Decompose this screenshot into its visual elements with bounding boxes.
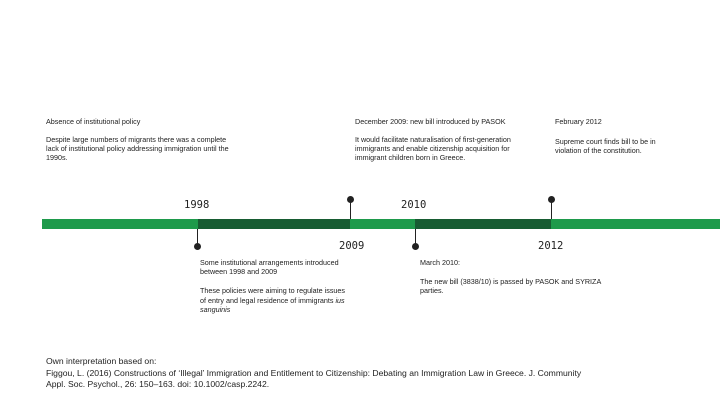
event-feb-2012 (555, 117, 680, 155)
event-dec-2009 (355, 117, 540, 163)
citation (46, 356, 581, 391)
marker-dot-dec-2009 (347, 196, 354, 203)
marker-dot-feb-2012 (548, 196, 555, 203)
event-text: It would facilitate naturalisation of first-generation immigrants and enable citizenship acquisition for immigrant children born in Greece. (355, 135, 511, 163)
year-2012: 2012 (538, 240, 564, 252)
event-mar-2010 (420, 258, 605, 295)
timeline-bar (42, 219, 720, 229)
year-1998: 1998 (184, 199, 210, 211)
year-2009: 2009 (339, 240, 365, 252)
event-text: Despite large numbers of migrants there was a complete lack of institutional policy addressing immigration until the 1990s. (46, 135, 229, 163)
event-text-2 (200, 286, 348, 314)
event-heading: March 2010: (420, 258, 460, 267)
event-text-italic: ius sanguinis (200, 295, 345, 314)
event-heading: December 2009: new bill introduced by PASOK (355, 117, 506, 126)
event-text-main: These policies were aiming to regulate issues of entry and legal residence of immigrants (200, 286, 346, 305)
marker-dot-1998 (194, 243, 201, 250)
marker-dot-mar-2010 (412, 243, 419, 250)
citation-line-1: Own interpretation based on: (46, 356, 157, 366)
event-text: The new bill (3838/10) is passed by PASOK and SYRIZA parties. (420, 277, 601, 296)
timeline-segment-1998-2009 (198, 219, 350, 229)
timeline-segment-2010-2012 (415, 219, 551, 229)
event-text: Some institutional arrangements introduced between 1998 and 2009 (200, 258, 339, 277)
citation-line-3: Appl. Soc. Psychol., 26: 150–163. doi: 10.1002/casp.2242. (46, 379, 270, 390)
event-heading: February 2012 (555, 117, 602, 126)
event-institutional-arrangements (200, 258, 348, 314)
citation-line-2: Figgou, L. (2016) Constructions of ‘Illegal’ Immigration and Entitlement to Citizenship: Debating an Immigration Law in Greece. J. Community (46, 367, 582, 378)
year-2010: 2010 (401, 199, 427, 211)
event-absence-policy (46, 117, 231, 163)
event-text: Supreme court finds bill to be in violation of the constitution. (555, 137, 656, 156)
event-heading: Absence of institutional policy (46, 117, 141, 126)
